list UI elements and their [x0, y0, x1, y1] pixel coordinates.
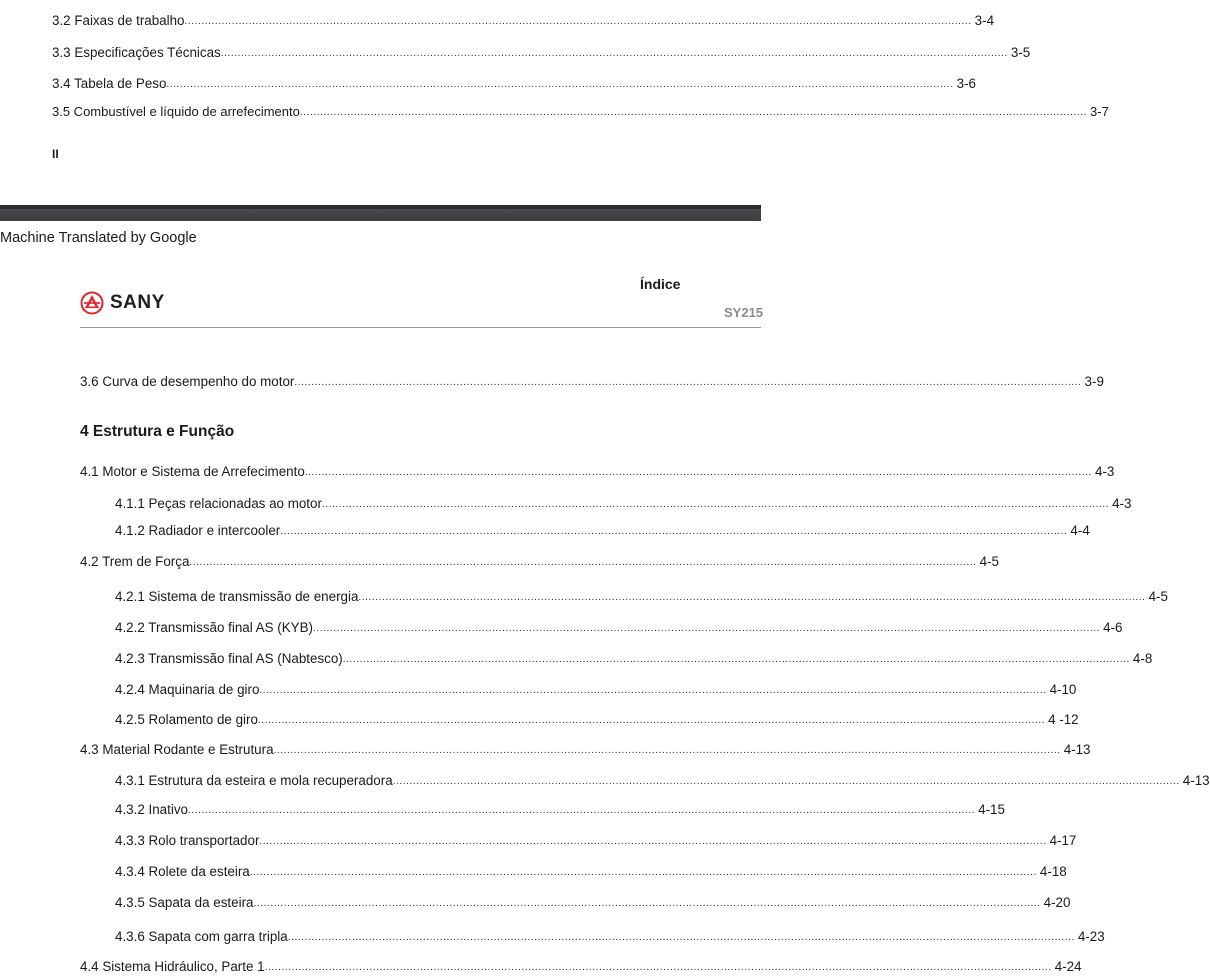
toc-entry — [115, 773, 1210, 789]
page-marker: II — [52, 147, 59, 161]
toc-entry-title: 4.3.5 Sapata da esteira — [115, 895, 254, 910]
toc-entry — [115, 929, 1105, 945]
chapter-title: 4 Estrutura e Função — [80, 423, 235, 440]
toc-leader: ......................................................................................................................................................................................................................................... — [259, 836, 1047, 847]
toc-entry-page: 4-15 — [978, 802, 1005, 817]
toc-entry — [115, 712, 1079, 728]
toc-entry-title: 4.2.1 Sistema de transmissão de energia — [115, 589, 359, 604]
toc-entry-title: 4.3.6 Sapata com garra tripla — [115, 929, 288, 944]
toc-entry-page: 4-4 — [1070, 523, 1090, 538]
toc-entry — [52, 104, 1109, 120]
sany-logo-icon — [80, 291, 104, 315]
brand-logo — [80, 291, 165, 315]
toc-entry — [52, 13, 995, 29]
header-rule — [80, 327, 761, 328]
toc-entry-title: 4.2.4 Maquinaria de giro — [115, 682, 260, 697]
toc-entry-title: 4.1.1 Peças relacionadas ao motor — [115, 496, 322, 511]
toc-entry — [80, 959, 1082, 975]
toc-entry-title: 3.6 Curva de desempenho do motor — [80, 374, 295, 389]
toc-leader: ......................................................................................................................................................................................................................................... — [257, 715, 1046, 726]
toc-entry — [52, 76, 976, 92]
toc-entry — [115, 802, 1005, 818]
toc-entry-page: 3-9 — [1084, 374, 1104, 389]
toc-leader: ......................................................................................................................................................................................................................................... — [294, 377, 1082, 388]
toc-entry-title: 3.4 Tabela de Peso — [52, 76, 167, 91]
toc-entry — [80, 742, 1091, 758]
toc-leader: ......................................................................................................................................................................................................................................... — [166, 79, 954, 90]
toc-leader: ......................................................................................................................................................................................................................................... — [253, 898, 1041, 909]
toc-entry-title: 3.3 Especificações Técnicas — [52, 45, 221, 60]
toc-entry — [115, 496, 1132, 512]
toc-leader: ......................................................................................................................................................................................................................................... — [304, 467, 1092, 478]
toc-entry-title: 3.5 Combustível e líquido de arrefecimento — [52, 104, 300, 119]
toc-leader: ......................................................................................................................................................................................................................................... — [358, 592, 1146, 603]
toc-entry — [115, 523, 1090, 539]
toc-entry-title: 4.3.2 Inativo — [115, 802, 188, 817]
toc-entry-page: 4-3 — [1112, 496, 1132, 511]
toc-leader: ......................................................................................................................................................................................................................................... — [287, 932, 1075, 943]
toc-leader: ......................................................................................................................................................................................................................................... — [280, 526, 1068, 537]
toc-entry-title: 4.3 Material Rodante e Estrutura — [80, 742, 274, 757]
toc-entry — [115, 833, 1077, 849]
toc-entry-page: 4 -12 — [1048, 712, 1079, 727]
toc-entry — [80, 374, 1104, 390]
toc-leader: ......................................................................................................................................................................................................................................... — [259, 685, 1047, 696]
toc-entry-page: 4-23 — [1077, 929, 1105, 944]
toc-entry-title: 4.1.2 Radiador e intercooler — [115, 523, 281, 538]
toc-entry — [115, 620, 1123, 636]
toc-entry-title: 4.2 Trem de Força — [80, 554, 190, 569]
toc-entry-page: 3-5 — [1010, 45, 1031, 60]
toc-leader: ......................................................................................................................................................................................................................................... — [321, 499, 1110, 510]
toc-entry-title: 4.3.3 Rolo transportador — [115, 833, 260, 848]
toc-entry-page: 3-6 — [956, 76, 976, 91]
toc-entry — [115, 864, 1067, 880]
toc-leader: ......................................................................................................................................................................................................................................... — [220, 48, 1008, 59]
page-divider — [0, 205, 761, 221]
toc-entry-page: 4-17 — [1049, 833, 1077, 848]
toc-entry — [115, 651, 1153, 667]
toc-entry-page: 4-13 — [1063, 742, 1091, 757]
toc-entry-title: 4.1 Motor e Sistema de Arrefecimento — [80, 464, 305, 479]
toc-entry-title: 4.2.2 Transmissão final AS (KYB) — [115, 620, 313, 635]
toc-leader: ......................................................................................................................................................................................................................................... — [187, 805, 976, 816]
toc-entry — [115, 682, 1077, 698]
toc-entry-page: 4-13 — [1182, 773, 1210, 788]
toc-entry-page: 4-24 — [1054, 959, 1082, 974]
section-label: Índice — [640, 276, 681, 292]
toc-entry-page: 4-6 — [1103, 620, 1123, 635]
toc-entry — [80, 464, 1115, 480]
toc-entry-page: 3-7 — [1090, 104, 1109, 119]
toc-entry — [52, 45, 1031, 61]
brand-name: SANY — [110, 292, 165, 313]
toc-entry-page: 4-5 — [979, 554, 999, 569]
toc-entry-title: 4.2.3 Transmissão final AS (Nabtesco) — [115, 651, 343, 666]
toc-leader: ......................................................................................................................................................................................................................................... — [312, 623, 1101, 634]
toc-entry-page: 4-3 — [1094, 464, 1115, 479]
toc-entry-page: 4-8 — [1132, 651, 1153, 666]
toc-leader: ......................................................................................................................................................................................................................................... — [184, 16, 972, 27]
machine-translated-banner: Machine Translated by Google — [0, 230, 197, 246]
toc-entry-title: 4.3.4 Rolete da esteira — [115, 864, 250, 879]
toc-leader: ......................................................................................................................................................................................................................................... — [273, 745, 1061, 756]
toc-leader: ......................................................................................................................................................................................................................................... — [264, 962, 1052, 973]
toc-entry-page: 4-18 — [1039, 864, 1067, 879]
toc-leader: ......................................................................................................................................................................................................................................... — [299, 107, 1088, 118]
toc-entry — [80, 554, 999, 570]
toc-entry-title: 4.3.1 Estrutura da esteira e mola recuperadora — [115, 773, 393, 788]
toc-entry-page: 4-20 — [1043, 895, 1071, 910]
toc-entry-page: 4-10 — [1049, 682, 1077, 697]
toc-leader: ......................................................................................................................................................................................................................................... — [249, 867, 1037, 878]
toc-entry-page: 3-4 — [974, 13, 995, 28]
toc-entry-title: 4.4 Sistema Hidráulico, Parte 1 — [80, 959, 265, 974]
model-label: SY215 — [724, 305, 764, 320]
toc-entry — [115, 589, 1168, 605]
toc-entry-title: 4.2.5 Rolamento de giro — [115, 712, 258, 727]
toc-leader: ......................................................................................................................................................................................................................................... — [392, 776, 1180, 787]
toc-leader: ......................................................................................................................................................................................................................................... — [342, 654, 1130, 665]
toc-leader: ......................................................................................................................................................................................................................................... — [189, 557, 977, 568]
toc-entry — [115, 895, 1071, 911]
toc-entry-page: 4-5 — [1148, 589, 1168, 604]
toc-entry-title: 3.2 Faixas de trabalho — [52, 13, 185, 28]
